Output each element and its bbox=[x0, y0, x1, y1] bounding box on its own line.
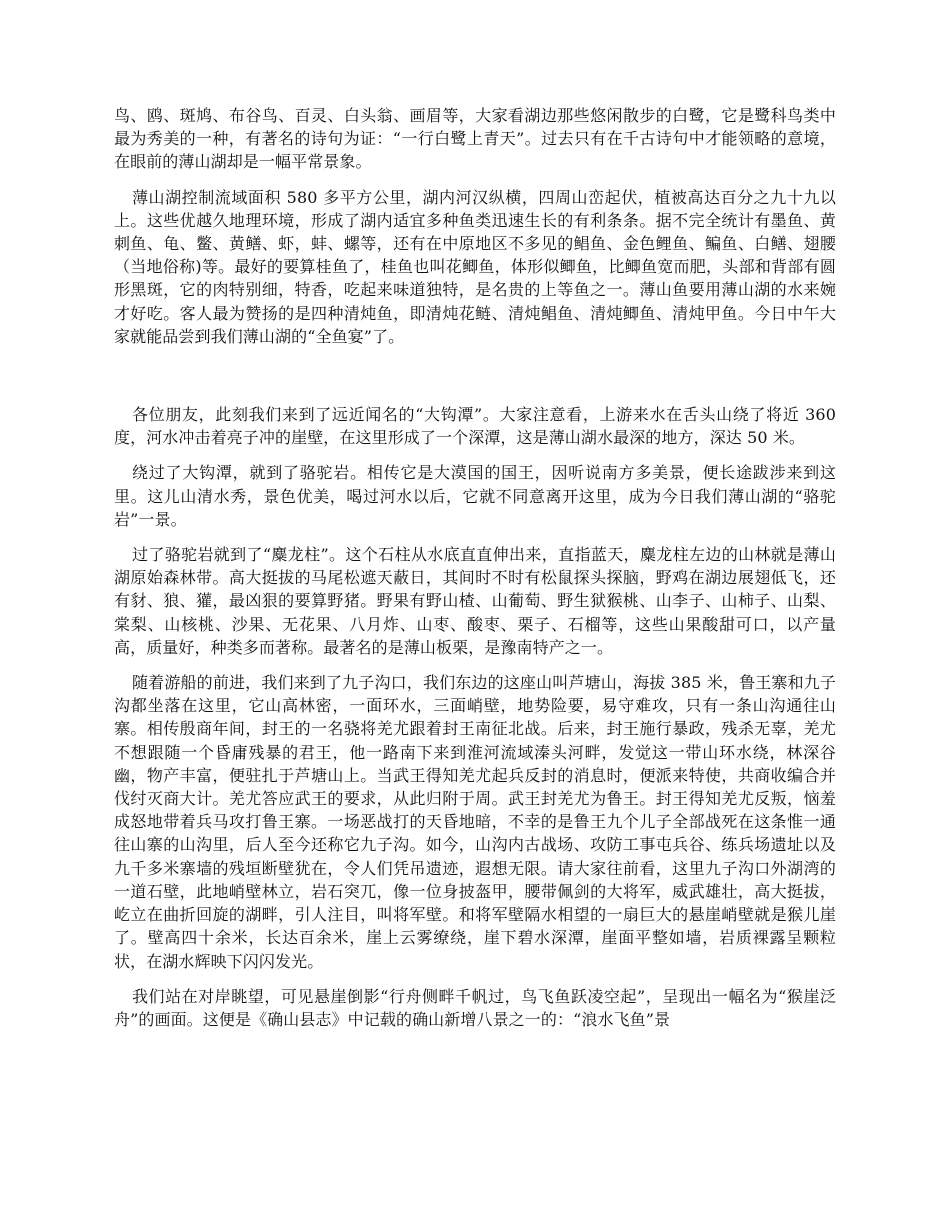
paragraph-monkey-cliff: 我们站在对岸眺望，可见悬崖倒影“行舟侧畔千帆过，鸟飞鱼跃凌空起”，呈现出一幅名为“猴崖泛舟”的画面。这便是《确山县志》中记载的确山新增八景之一的：“浪水飞鱼”景 bbox=[114, 986, 836, 1029]
paragraph-fish: 薄山湖控制流域面积 580 多平方公里，湖内河汉纵横，四周山峦起伏，植被高达百分之九十九以上。这些优越久地理环境，形成了湖内适宜多种鱼类迅速生长的有利条条。据不完全统计有墨鱼、黄刺鱼、龟、鳖、黄鳝、虾，蚌、螺等，还有在中原地区不多见的鲳鱼、金色鲤鱼、鳊鱼、白鳝、翅腰（当地俗称)等。最好的要算桂鱼了，桂鱼也叫花鲫鱼，体形似鲫鱼，比鲫鱼宽而肥，头部和背部有圆形黑斑，它的肉特别细，特香，吃起来味道独特，是名贵的上等鱼之一。薄山鱼要用薄山湖的水来婉才好吃。客人最为赞扬的是四种清炖鱼，即清炖花鲢、清炖鲳鱼、清炖鲫鱼、清炖甲鱼。今日中午大家就能品尝到我们薄山湖的“全鱼宴”了。 bbox=[114, 187, 836, 346]
document-page bbox=[114, 104, 836, 1031]
paragraph-milong-pillar: 过了骆驼岩就到了“麋龙柱”。这个石柱从水底直直伸出来，直指蓝天，麋龙柱左边的山林就是薄山湖原始森林带。高大挺拔的马尾松遮天蔽日，其间时不时有松鼠探头探脑，野鸡在湖边展翅低飞，还有豺、狼、獾，最凶狠的要算野猪。野果有野山楂、山葡萄、野生狱猴桃、山李子、山柿子、山梨、棠梨、山核桃、沙果、无花果、八月炸、山枣、酸枣、栗子、石榴等，这些山果酸甜可口，以产量高，质量好，种类多而著称。最著名的是薄山板栗，是豫南特产之一。 bbox=[114, 545, 836, 657]
paragraph-camel-rock: 绕过了大钩潭，就到了骆驼岩。相传它是大漠国的国王，因听说南方多美景，便长途跋涉来到这里。这儿山清水秀，景色优美，喝过河水以后，它就不同意离开这里，成为今日我们薄山湖的“骆驼岩”一景。 bbox=[114, 463, 836, 529]
paragraph-birds: 鸟、鸥、斑鸠、布谷鸟、百灵、白头翁、画眉等，大家看湖边那些悠闲散步的白鹭，它是鹭科鸟类中最为秀美的一种，有著名的诗句为证：“一行白鹭上青天”。过去只有在千古诗句中才能领略的意境，在眼前的薄山湖却是一幅平常景象。 bbox=[114, 106, 836, 172]
paragraph-dagoutan: 各位朋友，此刻我们来到了远近闻名的“大钩潭”。大家注意看，上游来水在舌头山绕了将近 360 度，河水冲击着亮子冲的崖壁，在这里形成了一个深潭，这是薄山湖水最深的地方，深达 50 米。 bbox=[114, 405, 836, 448]
paragraph-jiuzi-gully: 随着游船的前进，我们来到了九子沟口，我们东边的这座山叫芦塘山，海拔 385 米，鲁王寨和九子沟都坐落在这里，它山高林密，一面环水，三面峭壁，地势险要，易守难攻，只有一条山沟通往山寨。相传殷商年间，封王的一名骁将羌尤跟着封王南征北战。后来，封王施行暴政，残杀无辜，羌尤不想跟随一个昏庸残暴的君王，他一路南下来到淮河流域溱头河畔，发觉这一带山环水绕，林深谷幽，物产丰富，便驻扎于芦塘山上。当武王得知羌尤起兵反封的消息时，便派来特使，共商收编合并伐纣灭商大计。羌尤答应武王的要求，从此归附于周。武王封羌尤为鲁王。封王得知羌尤反叛，恼羞成怒地带着兵马攻打鲁王寨。一场恶战打的天昏地暗，不幸的是鲁王九个儿子全部战死在这条惟一通往山寨的山沟里，后人至今还称它九子沟。如今，山沟内古战场、攻防工事屯兵谷、练兵场遗址以及九千多米寨墙的残垣断壁犹在，令人们凭吊遗迹，遐想无限。请大家往前看，这里九子沟口外湖湾的一道石壁，此地峭壁林立，岩石突兀，像一位身披盔甲，腰带佩剑的大将军，威武雄壮，高大挺拔，屹立在曲折回旋的湖畔，引人注目，叫将军壁。和将军壁隔水相望的一扇巨大的悬崖峭壁就是猴儿崖了。壁高四十余米，长达百余米，崖上云雾缭绕，崖下碧水深潭，崖面平整如墙，岩质裸露呈颗粒状，在湖水辉映下闪闪发光。 bbox=[114, 673, 836, 971]
